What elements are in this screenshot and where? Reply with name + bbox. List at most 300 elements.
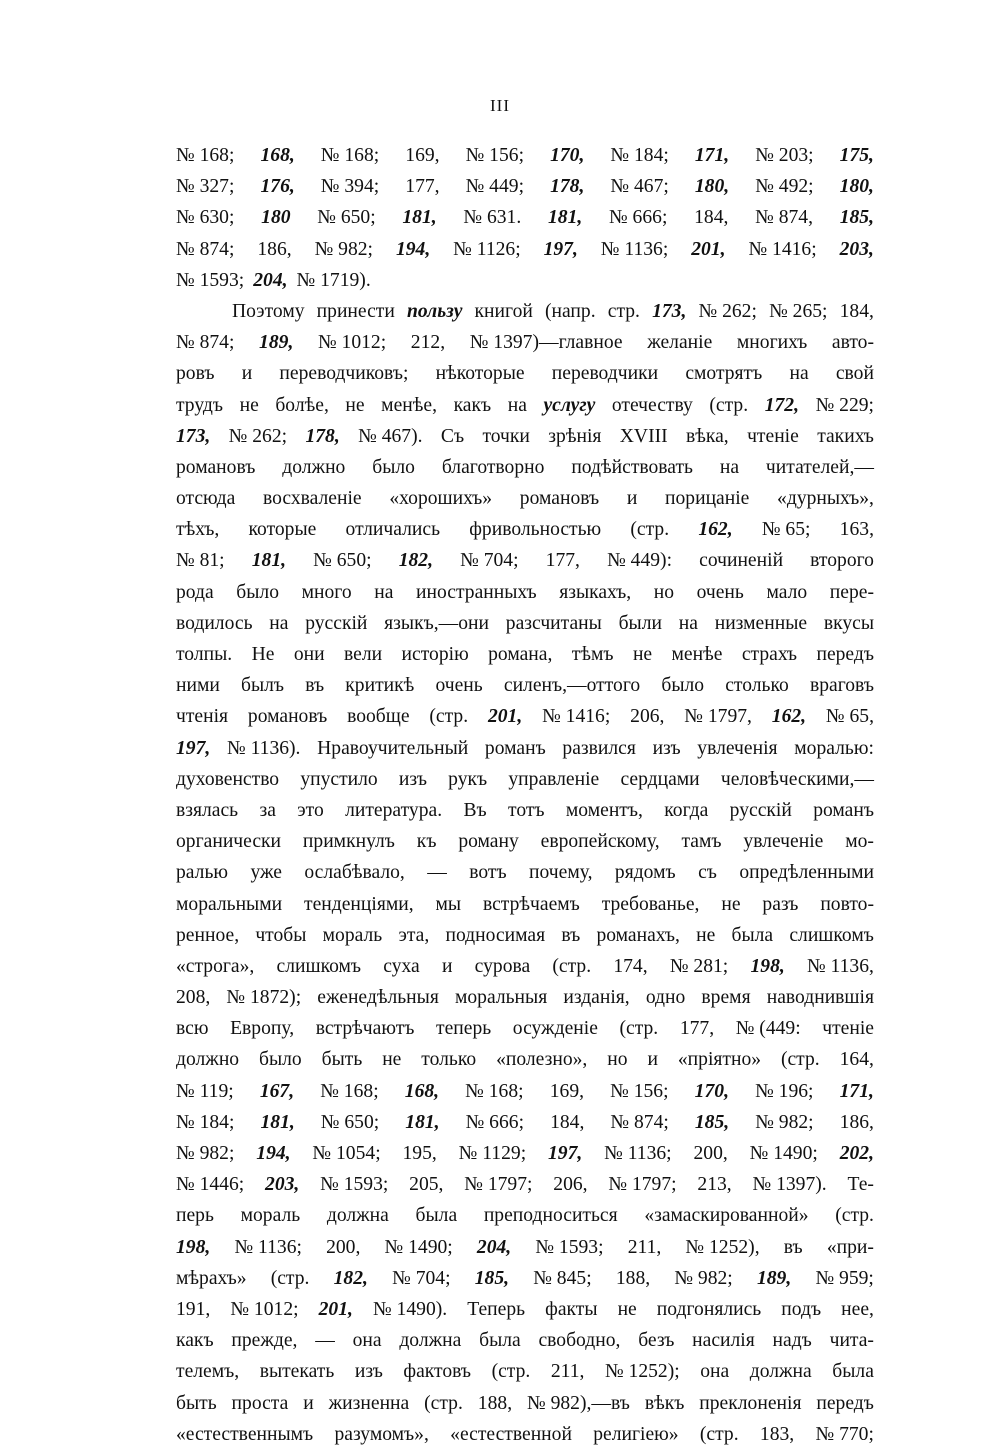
word: надъ (772, 1330, 812, 1352)
word: № 1397). (752, 1174, 827, 1196)
word: трудъ (176, 394, 224, 416)
word: № 229; (815, 394, 874, 416)
word: № 184; (610, 145, 669, 166)
word: 170, (550, 145, 585, 166)
text-line (176, 265, 874, 296)
word: «строга», (176, 955, 255, 977)
word: подъ (781, 1298, 822, 1320)
word: (стр. (270, 1267, 310, 1289)
word: № 168; (176, 145, 235, 166)
word: 185, (694, 1111, 730, 1133)
word: (стр. (630, 519, 670, 541)
word: органически (176, 831, 282, 853)
word: подгонялись (656, 1298, 762, 1320)
word: рукъ (448, 768, 488, 790)
word: 201, (487, 706, 523, 728)
word: преподноситься (483, 1205, 618, 1227)
word: и (626, 488, 638, 510)
word: силенъ,—оттого (503, 675, 641, 697)
word: «замаскированной» (644, 1205, 809, 1227)
word: № 704; (392, 1267, 451, 1289)
word: языкъ,—они (384, 612, 490, 634)
word: № 327; (176, 176, 235, 198)
word: благотворно (441, 456, 545, 478)
word: духовенство (176, 768, 280, 790)
word: услугу (543, 394, 596, 416)
word: № 845; (533, 1267, 592, 1289)
text-line (176, 202, 874, 233)
word: № 119; (176, 1080, 234, 1102)
word: (стр. (780, 1049, 820, 1071)
text-line (176, 982, 874, 1013)
word: ровъ (176, 363, 215, 385)
word: русскій (729, 799, 792, 821)
word: 211, (627, 1236, 662, 1258)
word: 184, (550, 1111, 585, 1133)
word: № 1797, (684, 706, 752, 728)
word: 189, (259, 332, 294, 354)
word: 171, (694, 145, 730, 166)
text-line (176, 421, 874, 452)
word: телемъ, (176, 1361, 240, 1383)
word: Те- (847, 1174, 874, 1196)
word: № 666; (608, 207, 668, 229)
word: — (315, 1330, 335, 1352)
word: нее, (841, 1298, 874, 1320)
word: пользу (406, 300, 463, 322)
word: тѣмъ (571, 644, 614, 665)
word: 213, (697, 1174, 732, 1196)
word: 170, (694, 1080, 729, 1102)
word: должна (399, 1330, 462, 1352)
word: вотъ (469, 862, 507, 884)
word: № 449): (607, 550, 673, 572)
word: 202, (839, 1143, 874, 1164)
word: была (731, 924, 774, 946)
word: быть (321, 1049, 363, 1071)
word: въ (561, 924, 581, 946)
word: точки (482, 425, 530, 447)
word: 180 (261, 207, 291, 229)
word: № 394; (320, 176, 380, 198)
word: разсчитаны (505, 612, 602, 634)
word: романахъ, (596, 924, 680, 946)
word: она (352, 1330, 382, 1352)
word: мѣрахъ» (176, 1267, 247, 1289)
word: еженедѣльныя (317, 987, 439, 1009)
word: ними (176, 675, 220, 697)
word: Не (251, 644, 275, 665)
word: книгой (474, 300, 533, 322)
word: перь (176, 1205, 214, 1227)
word: № 467). (358, 425, 423, 447)
word: № 262; (228, 425, 288, 447)
word: 162, (771, 706, 807, 728)
word: упустило (300, 768, 378, 790)
word: и (303, 1392, 314, 1414)
word: Въ (463, 799, 487, 821)
word: № 1593; (535, 1236, 604, 1258)
word: 191, (176, 1298, 211, 1320)
word: она (700, 1361, 730, 1383)
word: 181, (547, 207, 583, 229)
word: № 982; (755, 1111, 814, 1133)
word: № 467; (610, 176, 669, 198)
word: 180, (694, 176, 730, 198)
word: № 1797; (608, 1174, 677, 1196)
word: Теперь (467, 1298, 526, 1320)
word: не (345, 394, 365, 416)
word: стр. (607, 300, 640, 322)
word: 197, (547, 1143, 583, 1164)
word: вытекать (259, 1361, 335, 1383)
word: 180, (839, 176, 874, 198)
word: разумомъ», (334, 1423, 429, 1445)
word: увлеченіе (743, 831, 824, 853)
word: переводчиковъ; (279, 363, 409, 385)
text-line (176, 577, 874, 608)
word: была (415, 1205, 458, 1227)
word: 177, (405, 176, 440, 198)
word: № 1012; (317, 332, 387, 354)
word: мораль (240, 1205, 301, 1227)
text-line (176, 1388, 874, 1419)
word: № 265; (769, 300, 828, 322)
text-line (176, 889, 874, 920)
word: 167, (259, 1080, 295, 1102)
text-line (176, 452, 874, 483)
word: № 156; (465, 145, 525, 166)
word: на (507, 394, 527, 416)
word: которые (248, 519, 317, 541)
text-line (176, 1076, 874, 1107)
word: 174, (613, 955, 648, 977)
word: литература. (345, 799, 443, 821)
text-line (176, 140, 874, 171)
word: слишкомъ (789, 924, 874, 946)
word: смотрятъ (685, 363, 763, 385)
word: 181, (251, 550, 287, 572)
word: (напр. (544, 300, 596, 322)
word: примкнулъ (302, 831, 395, 853)
word: «пріятно» (677, 1049, 762, 1071)
word: романовъ (247, 706, 328, 728)
word: № 982; (314, 238, 374, 260)
word: не (617, 1298, 637, 1320)
word: была (832, 1361, 874, 1383)
text-line (176, 327, 874, 358)
word: менѣе, (381, 394, 437, 416)
word: вѣкъ (644, 1392, 685, 1414)
word: управленіе (508, 768, 600, 790)
word: № 959; (815, 1267, 874, 1289)
word: 189, (756, 1267, 792, 1289)
word: № 81; (176, 550, 225, 572)
word: когда (664, 799, 709, 821)
word: менѣе (671, 644, 723, 665)
word: 203, (839, 238, 874, 260)
text-line (176, 234, 874, 265)
word: свободно, (538, 1330, 621, 1352)
word: 172, (764, 394, 799, 416)
word: и (441, 955, 453, 977)
word: № 1593; (320, 1174, 389, 1196)
word: — (427, 862, 447, 884)
word: 175, (839, 145, 874, 166)
word: религіею» (593, 1423, 679, 1445)
word: отечеству (611, 394, 693, 416)
word: 176, (260, 176, 295, 198)
word: 197, (176, 737, 211, 759)
word: 164, (839, 1049, 874, 1071)
word: № 666; (465, 1111, 525, 1133)
word: не (696, 924, 716, 946)
word: № 982; (176, 1143, 235, 1164)
word: № 196; (755, 1080, 814, 1102)
word: № 1490). (372, 1298, 448, 1320)
word: 181, (405, 1111, 440, 1133)
word: вели (344, 644, 383, 665)
word: (стр. (424, 1392, 463, 1414)
word: № 1490; (749, 1143, 818, 1164)
word: 197, (543, 238, 578, 260)
word: № (449: (735, 1018, 801, 1040)
word: 182, (398, 550, 433, 572)
word: № 650; (317, 207, 376, 229)
word: факты (545, 1298, 598, 1320)
word: Поэтому (232, 300, 305, 322)
text-line (176, 1107, 874, 1138)
word: 206, (630, 706, 665, 728)
word: фактовъ (403, 1361, 472, 1383)
word: отсюда (176, 488, 236, 510)
word: свой (835, 363, 874, 385)
word: № 492; (755, 176, 814, 198)
word: какъ (453, 394, 492, 416)
word: тамъ (681, 831, 722, 853)
word: иностранныхъ (416, 581, 537, 603)
word: ренное, (176, 924, 240, 946)
word: очень (435, 675, 483, 697)
word: многихъ (736, 332, 808, 354)
word: 200, (693, 1143, 728, 1164)
word: 203, (265, 1174, 300, 1196)
word: только (421, 1049, 477, 1071)
word: 184, (694, 207, 729, 229)
word: развился (562, 737, 636, 759)
text-line (176, 1325, 874, 1356)
word: № 650; (313, 550, 372, 572)
word: «полезно», (496, 1049, 588, 1071)
word: на (269, 612, 289, 634)
word: № 1136; (600, 238, 669, 260)
word: 204, (253, 269, 288, 291)
word: № 1012; (230, 1298, 299, 1320)
word: читателей,— (765, 456, 874, 478)
text-line (176, 1294, 874, 1325)
word: 188, (477, 1392, 513, 1414)
word: за (259, 799, 276, 821)
word: не (382, 1049, 402, 1071)
word: и (241, 363, 253, 385)
word: № 630; (176, 207, 235, 229)
word: порицаніе (665, 488, 750, 510)
word: и (647, 1049, 658, 1071)
word: переводчики (551, 363, 659, 385)
word: принести (316, 300, 395, 322)
word: 204, (476, 1236, 512, 1258)
text-line (176, 1138, 874, 1169)
word: № 874; (176, 332, 235, 354)
word: 177, (679, 1018, 715, 1040)
text-line (176, 1263, 874, 1294)
word: № 168; (320, 145, 380, 166)
word: Европу, (230, 1018, 295, 1040)
word: романовъ (519, 488, 600, 510)
text-line (176, 1200, 874, 1231)
word: 181, (260, 1111, 295, 1133)
word: № 65; (761, 519, 811, 541)
text-line (176, 483, 874, 514)
text-line (176, 171, 874, 202)
text-line (176, 1044, 874, 1075)
text-line (176, 857, 874, 888)
word: № 156; (610, 1080, 669, 1102)
word: зрѣнія (548, 425, 602, 447)
word: должна (326, 1205, 389, 1227)
word: быть (176, 1392, 217, 1414)
word: опредѣленными (739, 862, 874, 884)
word: (стр. (709, 394, 749, 416)
word: на (719, 456, 740, 478)
word: пере- (829, 581, 874, 603)
word: былъ (241, 675, 285, 697)
text-line (176, 920, 874, 951)
word: но (653, 581, 674, 603)
word: низменные (714, 612, 808, 634)
word: чтеніе (822, 1018, 874, 1040)
word: языкахъ, (559, 581, 632, 603)
word: эта, (398, 924, 430, 946)
word: № 449; (465, 176, 525, 198)
word: отличались (345, 519, 441, 541)
text-line (176, 296, 874, 327)
word: прежде, (231, 1330, 298, 1352)
word: № 650; (320, 1111, 380, 1133)
word: «при- (826, 1236, 874, 1258)
word: № 168; (320, 1080, 379, 1102)
word: на (789, 363, 809, 385)
word: исторію (401, 644, 469, 665)
word: подѣйствовать (571, 456, 693, 478)
word: мораль (322, 924, 383, 946)
word: (стр. (619, 1018, 659, 1040)
word: было (236, 581, 280, 603)
word: 171, (839, 1080, 874, 1102)
word: русскій (305, 612, 368, 634)
word: восхваленіе (263, 488, 362, 510)
word: № 1797; (464, 1174, 533, 1196)
word: № 281; (669, 955, 729, 977)
word: № 631. (463, 207, 522, 229)
word: авто- (831, 332, 874, 354)
word: 198, (750, 955, 785, 977)
word: «хорошихъ» (389, 488, 493, 510)
word: мы (435, 893, 462, 915)
word: чита- (829, 1330, 874, 1352)
word: 173, (176, 425, 211, 447)
word: (стр. (491, 1361, 531, 1383)
text-line (176, 1232, 874, 1263)
word: № 1416; (748, 238, 817, 260)
word: толпы. (176, 644, 233, 665)
word: сочиненій (699, 550, 784, 572)
word: «дурныхъ», (777, 488, 874, 510)
word: романовъ (176, 456, 256, 478)
word: время (701, 987, 751, 1009)
word: чтобы (255, 924, 307, 946)
word: страхъ (741, 644, 798, 665)
word: изъ (652, 737, 681, 759)
word: должно (282, 456, 346, 478)
word: въ (783, 1236, 803, 1258)
word: № 1416; (542, 706, 611, 728)
word: «естественнымъ (176, 1423, 314, 1445)
word: № 1126; (453, 238, 521, 260)
word: чтенія (176, 706, 229, 728)
body-text (176, 140, 874, 1450)
word: № 1054; (312, 1143, 381, 1164)
word: 211, (550, 1361, 585, 1383)
word: № 770; (815, 1423, 874, 1445)
word: № 1490; (384, 1236, 453, 1258)
word: 178, (550, 176, 585, 198)
word: № 1136; (234, 1236, 302, 1258)
word: на (678, 612, 698, 634)
word: XVIII (619, 425, 668, 447)
text-line (176, 390, 874, 421)
word: столько (725, 675, 789, 697)
word: ослабѣвало, (304, 862, 405, 884)
word: встрѣчаютъ (315, 1018, 415, 1040)
word: 181, (402, 207, 437, 229)
word: не (239, 394, 259, 416)
word: было (259, 1049, 302, 1071)
word: рядомъ (614, 862, 676, 884)
word: 208, (176, 987, 211, 1009)
word: 178, (305, 425, 340, 447)
word: № 1593; (176, 269, 245, 291)
word: къ (416, 831, 437, 853)
word: № 1446; (176, 1174, 245, 1196)
word: осужденіе (512, 1018, 598, 1040)
word: увлеченія (697, 737, 778, 759)
word: 162, (698, 519, 733, 541)
text-line (176, 670, 874, 701)
word: (стр. (699, 1423, 739, 1445)
text-line (176, 1356, 874, 1387)
text-line (176, 1169, 874, 1200)
word: очень (696, 581, 744, 603)
word: № 1136). (226, 737, 301, 759)
word: № 1136; (604, 1143, 672, 1164)
word: болѣе, (275, 394, 329, 416)
word: 186, (839, 1111, 874, 1133)
word: моральными (176, 893, 283, 915)
text-line (176, 1419, 874, 1450)
text-line (176, 639, 874, 670)
text-line (176, 514, 874, 545)
